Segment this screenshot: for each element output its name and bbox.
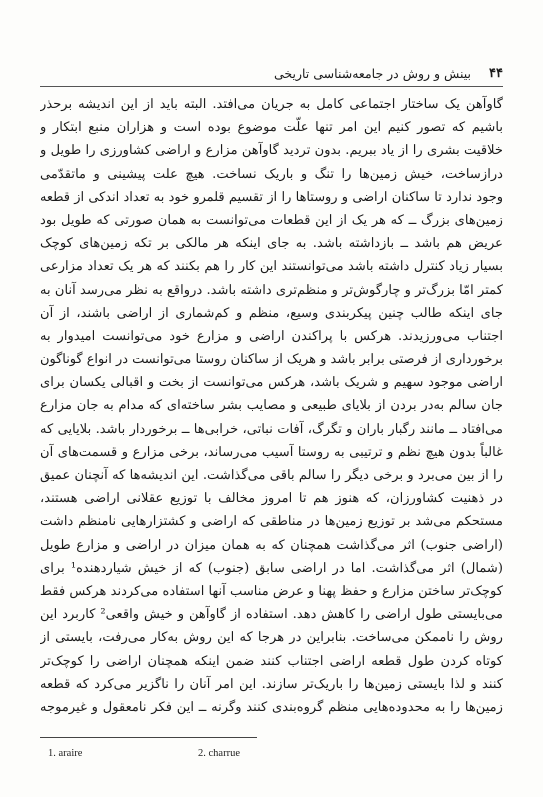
text-line: کوتاه کردن طول قطعه اراضی اجتناب کنند ضمن اینکه همچنان اراضی را کوچک‌تر: [40, 653, 503, 669]
text-line: مستحکم می‌شد بر توزیع زمین‌ها در مناطقی که اراضی و کشتزارهایی نامنظم داشت: [40, 514, 503, 530]
running-header: [40, 64, 503, 87]
footnotes: [40, 748, 340, 764]
text-line: اجتناب می‌ورزیدند. هرکس با پراکندن اراضی و مزارع خود می‌توانست امیدوار به: [40, 328, 503, 344]
page-number: ۴۴: [489, 66, 503, 81]
footnote-separator: [40, 737, 257, 738]
text-line: برخورداری از فرصتی برابر باشد و هریک از ساکنان روستا می‌توانست در انواع گوناگون: [40, 352, 503, 368]
running-title: بینش و روش در جامعه‌شناسی تاریخی: [274, 66, 471, 81]
text-line: (شمال) اثر می‌گذاشت. اما در اراضی سابق (جنوب) که از خیش شیاردهنده¹ برای: [40, 560, 503, 576]
text-line: در ذهنیت کشاورزان، که هنوز هم تا امروز مخالف با توزیع عقلانی اراضی هستند،: [40, 491, 503, 507]
text-line: وجود ندارد تا ساکنان اراضی و روستاها را از تقسیم قلمرو خود به تعداد اندکی از قطعه: [40, 189, 503, 205]
footnote-2: 2. charrue: [198, 748, 240, 759]
text-line: می‌بایستی طول اراضی را کاهش دهد. استفاده از گاوآهن و خیش واقعی² کاربرد این: [40, 607, 503, 623]
text-line: روش را ناممکن می‌ساخت. بنابراین در هرجا که این روش به‌کار می‌رفت، بایستی از: [40, 630, 503, 646]
text-line: عریض هم باشد ــ بازداشته باشد. به جای اینکه هر مالکی بر تکه زمین‌های کوچک: [40, 236, 503, 252]
text-line: غالباً بدون هیچ نظم و ترتیبی به روستا آسیب می‌رساند، برخی مزارع و قسمت‌های آن: [40, 444, 503, 460]
body-text: [40, 93, 503, 719]
text-line: بسیار زیاد کنترل داشته باشد می‌توانستند این کار را هم بکنند که هر یک تعداد مزارعی: [40, 259, 503, 275]
text-line: جان سالم به‌در بردن از بلایای طبیعی و مصایب بشر ساخته‌ای که مدام به جان مزارع: [40, 398, 503, 414]
text-line: درازساخت، خیش زمین‌ها را تنگ و باریک نساخت. هیچ علت پیشینی و ماتقدّمی: [40, 166, 503, 182]
text-line: را از بین می‌برد و برخی دیگر را سالم باقی می‌گذاشت. این اندیشه‌ها که آنچنان عمیق: [40, 468, 503, 483]
text-line: گاوآهن یک ساختار اجتماعی کامل به جریان می‌افتد. البته باید از این اندیشه برحذر: [40, 97, 503, 112]
text-line: (اراضی جنوب) اثر می‌گذاشت همچنان که به همان میزان در اراضی و مزارع طویل: [40, 537, 503, 553]
text-line: زمین‌ها را به محدوده‌هایی منظم گروه‌بندی کنند وگرنه ــ این فکر نامعقول و غیرموجه: [40, 699, 503, 715]
text-line: زمین‌های بزرگ ــ که هر یک از این قطعات می‌توانست به همان صورتی که طویل بود: [40, 212, 503, 228]
text-line: کوچک‌تر ساختن مزارع و حفظ پهنا و عرض مناسب آنها استفاده می‌کردند هرکس فقط: [40, 583, 503, 599]
text-line: باشیم که تصور کنیم این امر تنها علّت موضوع بوده است و هزاران منبع ابتکار و: [40, 120, 503, 136]
text-line: اراضی موجود سهیم و شریک باشد، هرکس می‌توانست از بخت و اقبالی یکسان برای: [40, 375, 503, 391]
text-line: می‌افتاد ــ مانند رگبار باران و تگرگ، آفات نباتی، خرابی‌ها ــ برخوردار باشد. بلایایی که: [40, 421, 503, 437]
text-line: کنند و لذا بایستی زمین‌ها را باریک‌تر سازند. این امر آنان را ناگزیر می‌کرد که قطعه: [40, 676, 503, 692]
text-line: کمتر امّا بزرگ‌تر و چارگوش‌تر و منظم‌تری داشته باشد. درواقع به نظر می‌رسد آنان به: [40, 282, 503, 298]
footnote-1: 1. araire: [48, 748, 83, 759]
text-line: خلاقیت بشری را از یاد ببریم. بدون تردید گاوآهن مزارع و اراضی کشاورزی را طویل و: [40, 143, 503, 159]
text-line: جای اینکه طالب چنین پیکربندی وسیع، منظم و کم‌شماری از اراضی باشند، از آن: [40, 305, 503, 321]
